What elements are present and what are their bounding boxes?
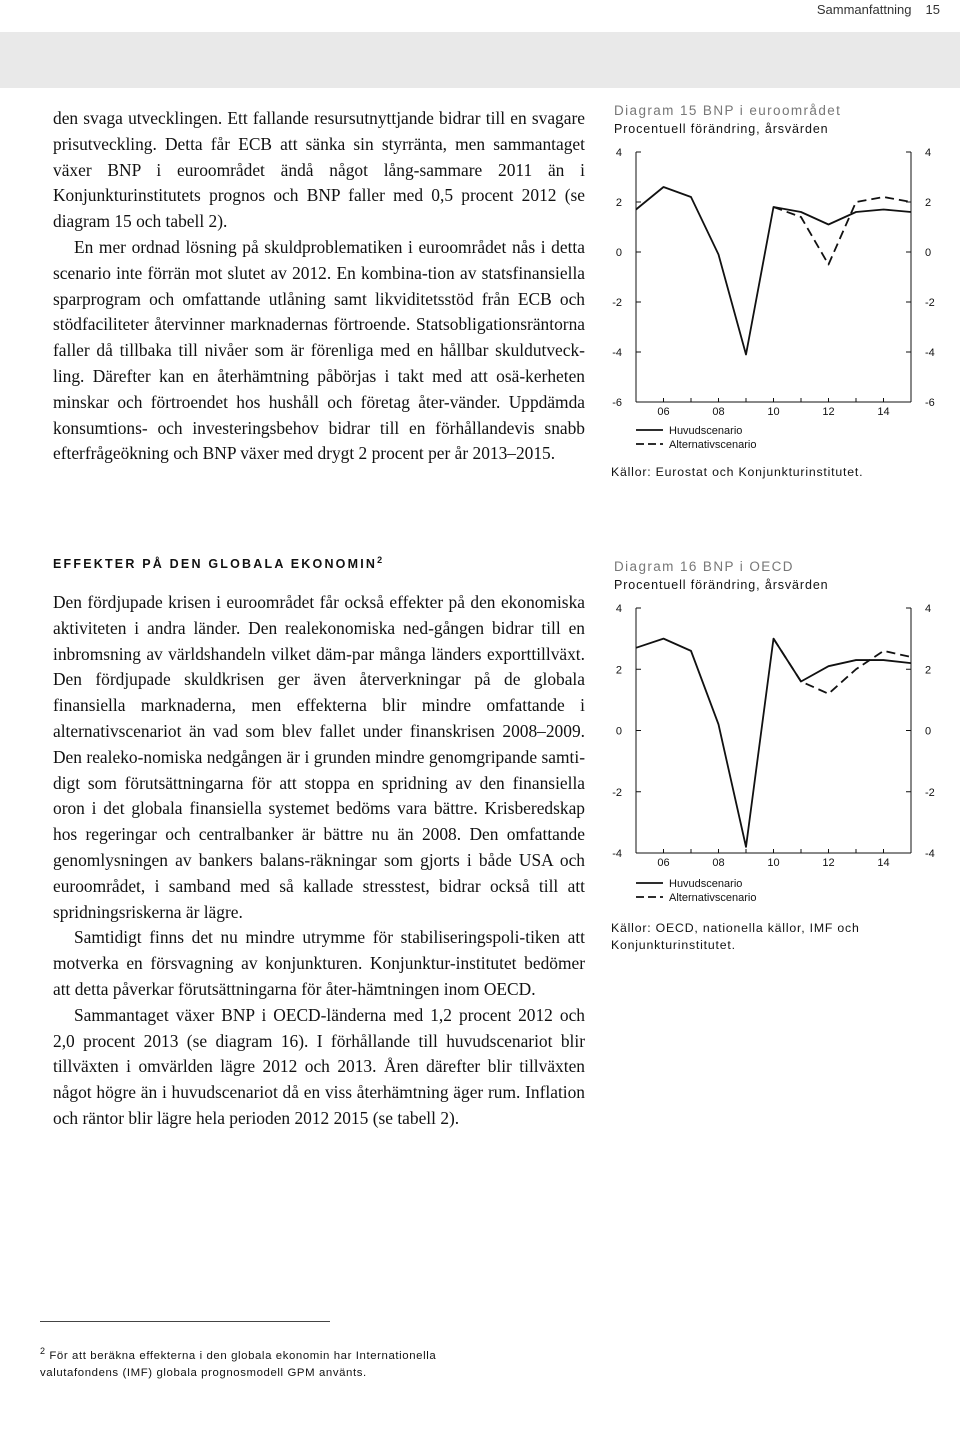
series-line-huvudscenario xyxy=(636,187,911,355)
page-number: 15 xyxy=(925,2,940,17)
footnote-rule xyxy=(40,1321,330,1322)
y-tick-label-right: 2 xyxy=(925,197,932,209)
global-paragraph-2: Samtidigt finns det nu mindre utrymme för stabiliseringspoli-tiken att motverka en försvagning av konjunkturen. Konjunktur-institutet bedömer att detta påverkar förutsättningarna för åter-hämtningen inom OECD. xyxy=(53,927,585,999)
x-tick-label: 06 xyxy=(657,857,670,869)
footnote-marker: 2 xyxy=(40,1346,46,1356)
figure-16-source: Källor: OECD, nationella källor, IMF och Konjunkturinstitutet. xyxy=(611,921,860,952)
x-tick-label: 08 xyxy=(712,406,725,418)
y-tick-label-right: -4 xyxy=(925,347,935,359)
y-tick-label-left: -2 xyxy=(612,297,622,309)
series-line-huvudscenario xyxy=(636,639,911,847)
y-tick-label-left: 0 xyxy=(615,725,622,738)
footnote: $^2$ För att beräkna effekterna i den globala ekonomin har Internationella valutafondens (IMF) globala prognosmodell GPM använts. xyxy=(40,1346,437,1380)
legend-label: Huvudscenario xyxy=(669,425,743,437)
figure-16-subtitle: Procentuell förändring, årsvärden xyxy=(614,578,829,592)
y-tick-label-left: -6 xyxy=(612,397,622,409)
y-tick-label-left: 0 xyxy=(615,247,622,259)
global-paragraph-1: Den fördjupade krisen i euroområdet får också effekter på den ekonomiska aktiviteten i andra länder. Den realekonomiska ned-gången bidrar till en inbromsning av världshandeln vilket däm-par många länders exporttillväxt. Den fördjupade skuldkrisen ger även återverkningar på de globala finansiella marknaderna, men effekterna blir mindre omfattande i alternativscenariot än vad som blev fallet under finanskrisen 2008–2009. Den realeko-nomiska nedgången är i grunden mindre genomgripande samti-digt som förutsättningarna för att stoppa en spridning av den finansiella oron i det globala finansiella systemet bedöms vara bättre. Krisberedskap hos regeringar och centralbanker är bättre nu än 2008. Den omfattande genomlysningen av bankers balans-räkningar som gjorts i både USA och euroområdet, i samband med så kallade stresstest, bidrar också till att spridningsriskerna är lägre. xyxy=(53,592,585,922)
body-text-top xyxy=(53,106,585,467)
x-tick-label: 06 xyxy=(657,406,670,418)
x-tick-label: 10 xyxy=(767,406,780,418)
x-tick-label: 14 xyxy=(877,406,890,418)
y-tick-label-right: 4 xyxy=(925,603,932,615)
intro-paragraph: den svaga utvecklingen. Ett fallande resursutnyttjande bidrar till en svagare prisutveckling. Detta får ECB att sänka sin styrränta, men sammantaget växer BNP i euroområdet ändå något lång-sammare 2011 än i Konjunkturinstitutets prognos och BNP faller med 0,5 procent 2012 (se diagram 15 och tabell 2). xyxy=(53,108,585,232)
y-tick-label-left: -4 xyxy=(612,848,622,860)
page-header xyxy=(0,0,960,32)
figure-15-source: Källor: Eurostat och Konjunkturinstitutet. xyxy=(611,465,864,479)
figure-15-title: Diagram 15 BNP i euroområdet xyxy=(614,103,842,118)
figure-16-chart xyxy=(614,598,954,908)
figure-15 xyxy=(611,102,944,482)
header-section-title: Sammanfattning xyxy=(816,2,912,17)
series-line-alternativscenario xyxy=(774,197,912,265)
series-line-alternativscenario xyxy=(774,639,912,694)
legend-label: Alternativscenario xyxy=(669,892,757,904)
figure-15-chart xyxy=(614,142,954,454)
y-tick-label-right: 0 xyxy=(925,725,932,738)
footnote-ref: 2 xyxy=(377,555,383,565)
x-tick-label: 14 xyxy=(877,857,890,869)
x-tick-label: 12 xyxy=(822,406,835,418)
x-tick-label: 08 xyxy=(712,857,725,869)
y-tick-label-left: 4 xyxy=(615,147,622,159)
y-tick-label-left: -4 xyxy=(612,347,622,359)
figure-15-subtitle: Procentuell förändring, årsvärden xyxy=(614,122,829,136)
x-tick-label: 10 xyxy=(767,857,780,869)
y-tick-label-right: -4 xyxy=(925,848,935,860)
figure-16-title: Diagram 16 BNP i OECD xyxy=(614,559,794,574)
y-tick-label-right: -2 xyxy=(925,297,935,309)
section-heading: EFFEKTER PÅ DEN GLOBALA EKONOMIN$^2$ xyxy=(53,555,383,572)
y-tick-label-right: -6 xyxy=(925,397,935,409)
y-tick-label-right: 2 xyxy=(925,664,932,677)
legend-label: Alternativscenario xyxy=(669,439,757,451)
global-paragraph-3: Sammantaget växer BNP i OECD-länderna med 1,2 procent 2012 och 2,0 procent 2013 (se diagram 16). I förhållande till huvudscenariot blir tillväxten i omvärlden lägre 2012 och 2013. Åren därefter blir tillväxten något högre än i huvudscenariot då en viss återhämtning äger rum. Inflation och räntor blir lägre hela perioden 2012 2015 (se tabell 2). xyxy=(53,1004,585,1128)
body-text-bottom xyxy=(53,590,585,1132)
y-tick-label-left: 4 xyxy=(615,603,622,615)
y-tick-label-left: 2 xyxy=(615,664,622,677)
running-header xyxy=(817,2,940,17)
x-tick-label: 12 xyxy=(822,857,835,869)
legend-label: Huvudscenario xyxy=(669,878,743,890)
y-tick-label-left: -2 xyxy=(612,786,622,799)
y-tick-label-left: 2 xyxy=(615,197,622,209)
y-tick-label-right: -2 xyxy=(925,786,935,799)
figure-16 xyxy=(611,558,944,958)
y-tick-label-right: 4 xyxy=(925,147,932,159)
y-tick-label-right: 0 xyxy=(925,247,932,259)
header-band xyxy=(0,32,960,88)
solution-paragraph: En mer ordnad lösning på skuldproblematiken i euroområdet nås i detta scenario inte förrän mot slutet av 2012. En kombina-tion av statsfinansiella sparprogram och omfattande utlåning samt likviditetsstöd från ECB och stödfaciliteter återvinner marknadernas förtroende. Statsobligationsräntorna faller då tillbaka till nivåer som är förenliga med en hållbar skuldutveck-ling. Därefter kan en återhämtning påbörjas i takt med att osä-kerheten minskar och förtroendet hos hushåll och företag åter-vänder. Uppdämda konsumtions- och investeringsbehov bidrar till en förhållandevis snabb efterfrågeökning och BNP växer med drygt 2 procent per år 2013–2015. xyxy=(53,236,586,464)
